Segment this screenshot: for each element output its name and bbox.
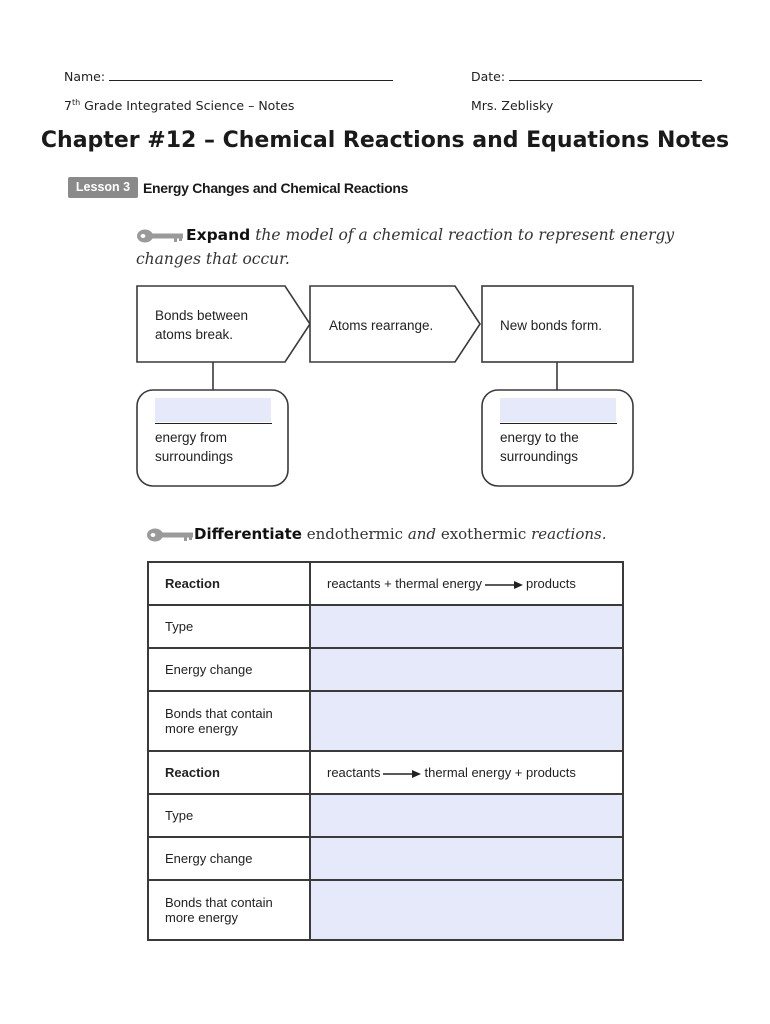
answer-cell[interactable] [310,837,623,880]
row-label-line1: Bonds that contain [165,895,273,910]
row-label-line2: more energy [165,910,238,925]
date-field [471,68,702,84]
grade-suffix: th [71,98,81,107]
reaction-equation-exothermic [310,751,623,794]
name-field [64,68,393,84]
name-label: Name: [64,69,106,84]
answer-cell[interactable] [310,691,623,751]
equation-right: thermal energy + products [424,765,576,780]
equation-left: reactants [327,765,381,780]
key-icon [136,228,184,244]
expand-instruction-line2: changes that occur. [136,250,290,268]
arrow-right-icon [383,770,421,778]
reactions-text: reactions. [526,525,607,543]
and-text: and [403,525,441,543]
answer-cell[interactable] [310,605,623,648]
step2-text: Atoms rearrange. [329,318,434,333]
term-endothermic: endothermic [306,525,404,543]
row-label: Energy change [148,837,310,880]
row-label [148,880,310,940]
left-energy-line1: energy from [155,430,228,445]
teacher-name: Mrs. Zeblisky [471,98,554,113]
row-label-line1: Bonds that contain [165,706,273,721]
right-energy-answer-line [500,423,617,424]
grade-number: 7 [64,98,72,114]
equation-right: products [526,576,576,591]
row-label: Type [148,605,310,648]
table-row [148,880,623,940]
table-row [148,794,623,837]
table-row [148,691,623,751]
step1-line1: Bonds between [155,308,249,323]
name-blank[interactable] [109,68,393,81]
right-energy-line1: energy to the [500,430,579,445]
answer-cell[interactable] [310,648,623,691]
table-row [148,605,623,648]
table-row [148,648,623,691]
row-label [148,691,310,751]
row-label: Reaction [148,562,310,605]
table-row [148,837,623,880]
row-label: Reaction [148,751,310,794]
answer-cell[interactable] [310,794,623,837]
left-energy-text [155,428,233,466]
left-energy-line2: surroundings [155,449,234,464]
lesson-badge: Lesson 3 [68,177,138,198]
differentiate-verb: Differentiate [194,525,302,543]
step1-text [155,306,248,344]
answer-cell[interactable] [310,880,623,940]
term-exothermic: exothermic [440,525,527,543]
left-energy-answer-blank[interactable] [155,398,271,422]
class-name: Grade Integrated Science – Notes [80,98,295,114]
expand-instruction [186,226,674,244]
arrow-right-icon [485,581,523,589]
expand-text: the model of a chemical reaction to represent energy [250,226,675,244]
date-label: Date: [471,69,506,84]
step3-text: New bonds form. [500,318,603,333]
table-row [148,751,623,794]
row-label-line2: more energy [165,721,238,736]
right-energy-answer-blank[interactable] [500,398,616,422]
class-line [64,98,294,113]
page-title: Chapter #12 – Chemical Reactions and Equations Notes [40,128,730,153]
right-energy-text [500,428,579,466]
equation-left: reactants + thermal energy [327,576,482,591]
reaction-equation-endothermic [310,562,623,605]
step1-line2: atoms break. [155,327,234,342]
lesson-title: Energy Changes and Chemical Reactions [143,180,409,196]
left-energy-answer-line [155,423,272,424]
date-blank[interactable] [509,68,702,81]
table-row [148,562,623,605]
row-label: Energy change [148,648,310,691]
row-label: Type [148,794,310,837]
differentiate-instruction [194,525,607,543]
reaction-table [147,561,624,941]
right-energy-line2: surroundings [500,449,579,464]
expand-verb: Expand [186,226,251,244]
key-icon [146,527,194,543]
